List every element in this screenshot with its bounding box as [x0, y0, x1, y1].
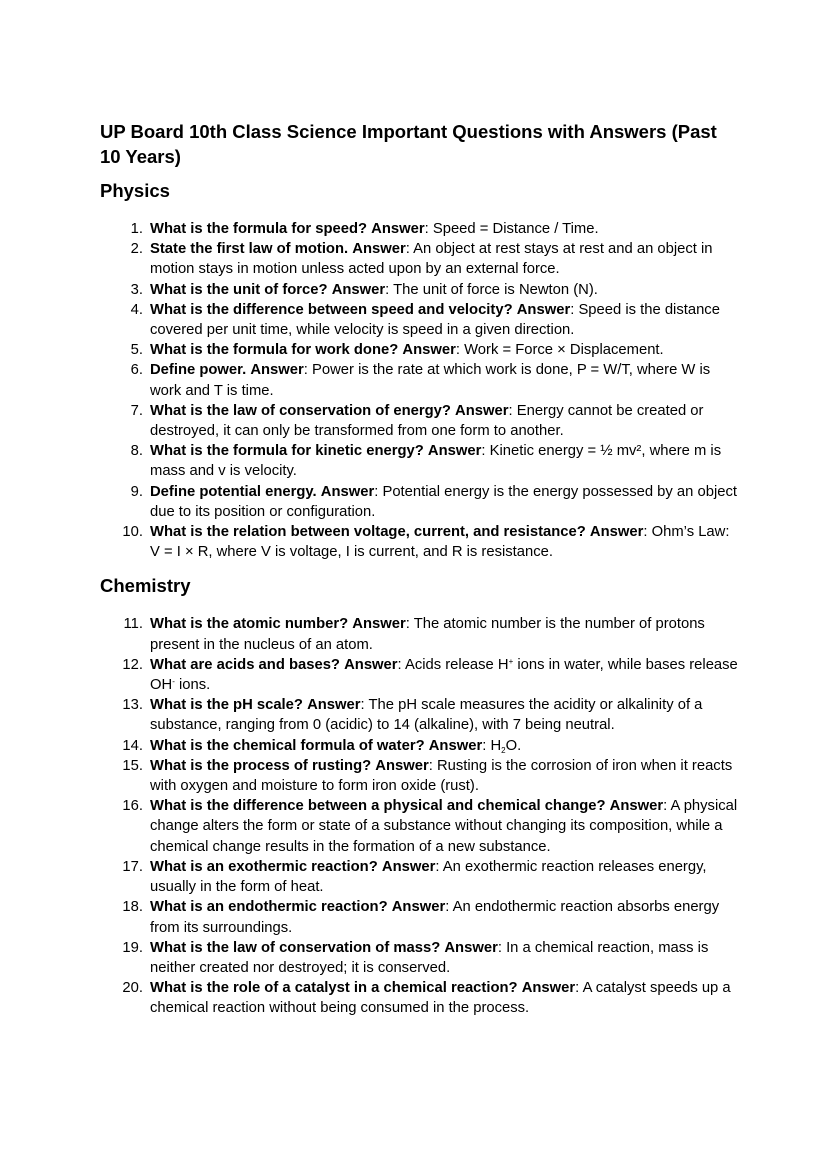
answer-label: Answer	[589, 524, 644, 541]
question-item: 7. What is the law of conservation of energy? Answer: Energy cannot be created or destroyed, it can only be transformed from one form to another.	[100, 401, 738, 441]
question-item: 14. What is the chemical formula of water? Answer: $H_2O$.	[100, 736, 738, 756]
question-item: 3. What is the unit of force? Answer: The unit of force is Newton (N).	[100, 280, 738, 300]
document-title: UP Board 10th Class Science Important Questions with Answers (Past 10 Years)	[100, 121, 717, 167]
question-number: 16.	[122, 798, 143, 815]
question-item: 11. What is the atomic number? Answer: The atomic number is the number of protons present in the nucleus of an atom.	[100, 614, 738, 654]
question-text: Define power.	[150, 362, 247, 379]
question-item: 2. State the first law of motion. Answer: An object at rest stays at rest and an object in motion stays in motion unless acted upon by an external force.	[100, 239, 738, 279]
question-text: What is the formula for kinetic energy?	[150, 443, 424, 460]
answer-text: The unit of force is Newton (N).	[393, 281, 598, 298]
answer-fragment: O.	[505, 737, 522, 754]
answer-label: Answer	[516, 301, 571, 318]
answer-label: Answer	[371, 221, 425, 237]
answer-text: Ohm’s Law: V = I × R, where V is voltage, I is current, and R is resistance.	[150, 524, 730, 561]
question-text: What is the formula for speed?	[150, 221, 368, 237]
question-item: 6. Define power. Answer: Power is the rate at which work is done, P = W/T, where W is work and T is time.	[100, 360, 738, 400]
answer-text: Potential energy is the energy possessed by an object due to its position or configuration.	[150, 483, 737, 520]
answer-fragment: Acids release H	[404, 656, 509, 673]
answer-label: Answer	[391, 899, 446, 916]
answer-text: Work = Force × Displacement.	[464, 342, 664, 359]
subscript: 2	[501, 745, 506, 755]
question-number: 6.	[130, 362, 143, 379]
physics-question-list	[100, 219, 738, 562]
question-text: What is the difference between a physical and chemical change?	[150, 798, 606, 815]
question-number: 4.	[130, 301, 143, 318]
answer-label: Answer	[375, 757, 429, 774]
question-item: 18. What is an endothermic reaction? Answer: An endothermic reaction absorbs energy from its surroundings.	[100, 897, 738, 937]
question-item: 15. What is the process of rusting? Answer: Rusting is the corrosion of iron when it reacts with oxygen and moisture to form iron oxide (rust).	[100, 756, 738, 796]
question-item: 1. What is the formula for speed? Answer: Speed = Distance / Time.	[100, 219, 738, 239]
question-text: Define potential energy.	[150, 483, 317, 500]
question-item: 4. What is the difference between speed and velocity? Answer: Speed is the distance covered per unit time, while velocity is speed in a given direction.	[100, 300, 738, 340]
question-number: 5.	[130, 342, 143, 359]
question-item: 10. What is the relation between voltage, current, and resistance? Answer: Ohm’s Law: V = I × R, where V is voltage, I is current, and R is resistance.	[100, 522, 738, 562]
question-number: 7.	[130, 402, 143, 419]
answer-label: Answer	[381, 858, 436, 875]
answer-text: A physical change alters the form or state of a substance without changing its composition, while a chemical change results in the formation of a new substance.	[150, 798, 738, 855]
answer-fragment: H	[490, 737, 502, 754]
question-number: 18.	[122, 899, 143, 916]
question-text: What is the law of conservation of energy?	[150, 402, 451, 419]
answer-text: An endothermic reaction absorbs energy from its surroundings.	[150, 899, 720, 936]
question-item: 20. What is the role of a catalyst in a chemical reaction? Answer: A catalyst speeds up a chemical reaction without being consumed in the process.	[100, 978, 738, 1018]
question-number: 15.	[122, 757, 143, 774]
answer-fragment: ions.	[174, 677, 211, 694]
section-heading-chemistry: Chemistry	[100, 575, 191, 597]
question-text: What is the relation between voltage, current, and resistance?	[150, 524, 586, 541]
question-text: What is the law of conservation of mass?	[150, 939, 441, 956]
question-item: 12. What are acids and bases? Answer: Acids release H+ ions in water, while bases release OH- ions.	[100, 655, 738, 695]
answer-label: Answer	[444, 939, 498, 956]
answer-label: Answer	[521, 980, 576, 997]
answer-text: Speed = Distance / Time.	[432, 221, 599, 237]
question-number: 19.	[122, 939, 143, 956]
question-item: 8. What is the formula for kinetic energy? Answer: Kinetic energy = ½ mv², where m is mass and v is velocity.	[100, 441, 738, 481]
answer-label: Answer	[344, 656, 398, 673]
answer-label: Answer	[455, 402, 509, 419]
question-number: 20.	[122, 980, 143, 997]
answer-label: Answer	[402, 342, 456, 359]
question-number: 11.	[123, 616, 143, 633]
answer-fragment: ions in water, while bases release OH	[150, 656, 738, 694]
answer-text: In a chemical reaction, mass is neither created nor destroyed; it is conserved.	[150, 939, 709, 976]
question-text: What are acids and bases?	[150, 656, 340, 673]
answer-text: Kinetic energy = ½ mv², where m is mass and v is velocity.	[150, 443, 722, 480]
answer-label: Answer	[609, 798, 664, 815]
question-number: 1.	[130, 221, 143, 237]
question-item: 5. What is the formula for work done? Answer: Work = Force × Displacement.	[100, 340, 738, 360]
answer-text: Power is the rate at which work is done, P = W/T, where W is work and T is time.	[150, 362, 711, 399]
question-text: What is the formula for work done?	[150, 342, 399, 359]
answer-text: An exothermic reaction releases energy, usually in the form of heat.	[150, 858, 707, 896]
question-text: What is the process of rusting?	[150, 757, 372, 774]
question-text: State the first law of motion.	[150, 241, 349, 258]
chemistry-question-list	[100, 614, 738, 1018]
question-text: What is the difference between speed and velocity?	[150, 301, 513, 318]
answer-text	[490, 738, 521, 754]
question-text: What is the pH scale?	[150, 697, 303, 714]
superscript: +	[508, 656, 514, 666]
answer-text: The atomic number is the number of protons present in the nucleus of an atom.	[150, 616, 705, 653]
question-item: 17. What is an exothermic reaction? Answer: An exothermic reaction releases energy, usually in the form of heat.	[100, 857, 738, 897]
answer-label: Answer	[250, 362, 304, 379]
answer-label: Answer	[331, 281, 386, 298]
question-item: 13. What is the pH scale? Answer: The pH scale measures the acidity or alkalinity of a substance, ranging from 0 (acidic) to 14 (alkaline), with 7 being neutral.	[100, 695, 738, 735]
question-number: 9.	[130, 483, 143, 500]
question-number: 3.	[130, 281, 143, 298]
answer-text: An object at rest stays at rest and an object in motion stays in motion unless acted upon by an external force.	[150, 241, 713, 278]
answer-text: Speed is the distance covered per unit time, while velocity is speed in a given direction.	[150, 301, 720, 339]
question-number: 12.	[122, 656, 143, 673]
answer-label: Answer	[320, 483, 375, 500]
answer-label: Answer	[427, 443, 482, 460]
question-number: 10.	[122, 524, 143, 541]
superscript: -	[172, 677, 175, 687]
answer-label: Answer	[352, 616, 406, 633]
question-item: 19. What is the law of conservation of mass? Answer: In a chemical reaction, mass is neither created nor destroyed; it is conserved.	[100, 938, 738, 978]
question-item: 9. Define potential energy. Answer: Potential energy is the energy possessed by an object due to its position or configuration.	[100, 482, 738, 522]
question-number: 14.	[122, 737, 143, 754]
question-text: What is the chemical formula of water?	[150, 737, 425, 754]
answer-label: Answer	[428, 737, 483, 754]
answer-text: The pH scale measures the acidity or alkalinity of a substance, ranging from 0 (acidic) to 14 (alkaline), with 7 being neutral.	[150, 697, 703, 734]
question-text: What is the atomic number?	[150, 616, 349, 633]
answer-text: A catalyst speeds up a chemical reaction without being consumed in the process.	[150, 980, 731, 1017]
question-number: 17.	[122, 858, 143, 875]
question-text: What is the unit of force?	[150, 281, 328, 298]
question-text: What is an exothermic reaction?	[150, 858, 378, 875]
question-text: What is the role of a catalyst in a chemical reaction?	[150, 980, 518, 997]
answer-label: Answer	[352, 241, 406, 258]
answer-label: Answer	[307, 697, 361, 714]
answer-text: Energy cannot be created or destroyed, it can only be transformed from one form to another.	[150, 402, 704, 440]
question-number: 13.	[122, 697, 143, 714]
answer-text: Rusting is the corrosion of iron when it reacts with oxygen and moisture to form iron oxide (rust).	[150, 757, 733, 795]
section-heading-physics: Physics	[100, 180, 170, 201]
question-text: What is an endothermic reaction?	[150, 899, 388, 916]
question-item: 16. What is the difference between a physical and chemical change? Answer: A physical change alters the form or state of a substance without changing its composition, while a chemical change results in the formation of a new substance.	[100, 796, 738, 857]
question-number: 2.	[130, 241, 143, 258]
question-number: 8.	[130, 443, 143, 460]
